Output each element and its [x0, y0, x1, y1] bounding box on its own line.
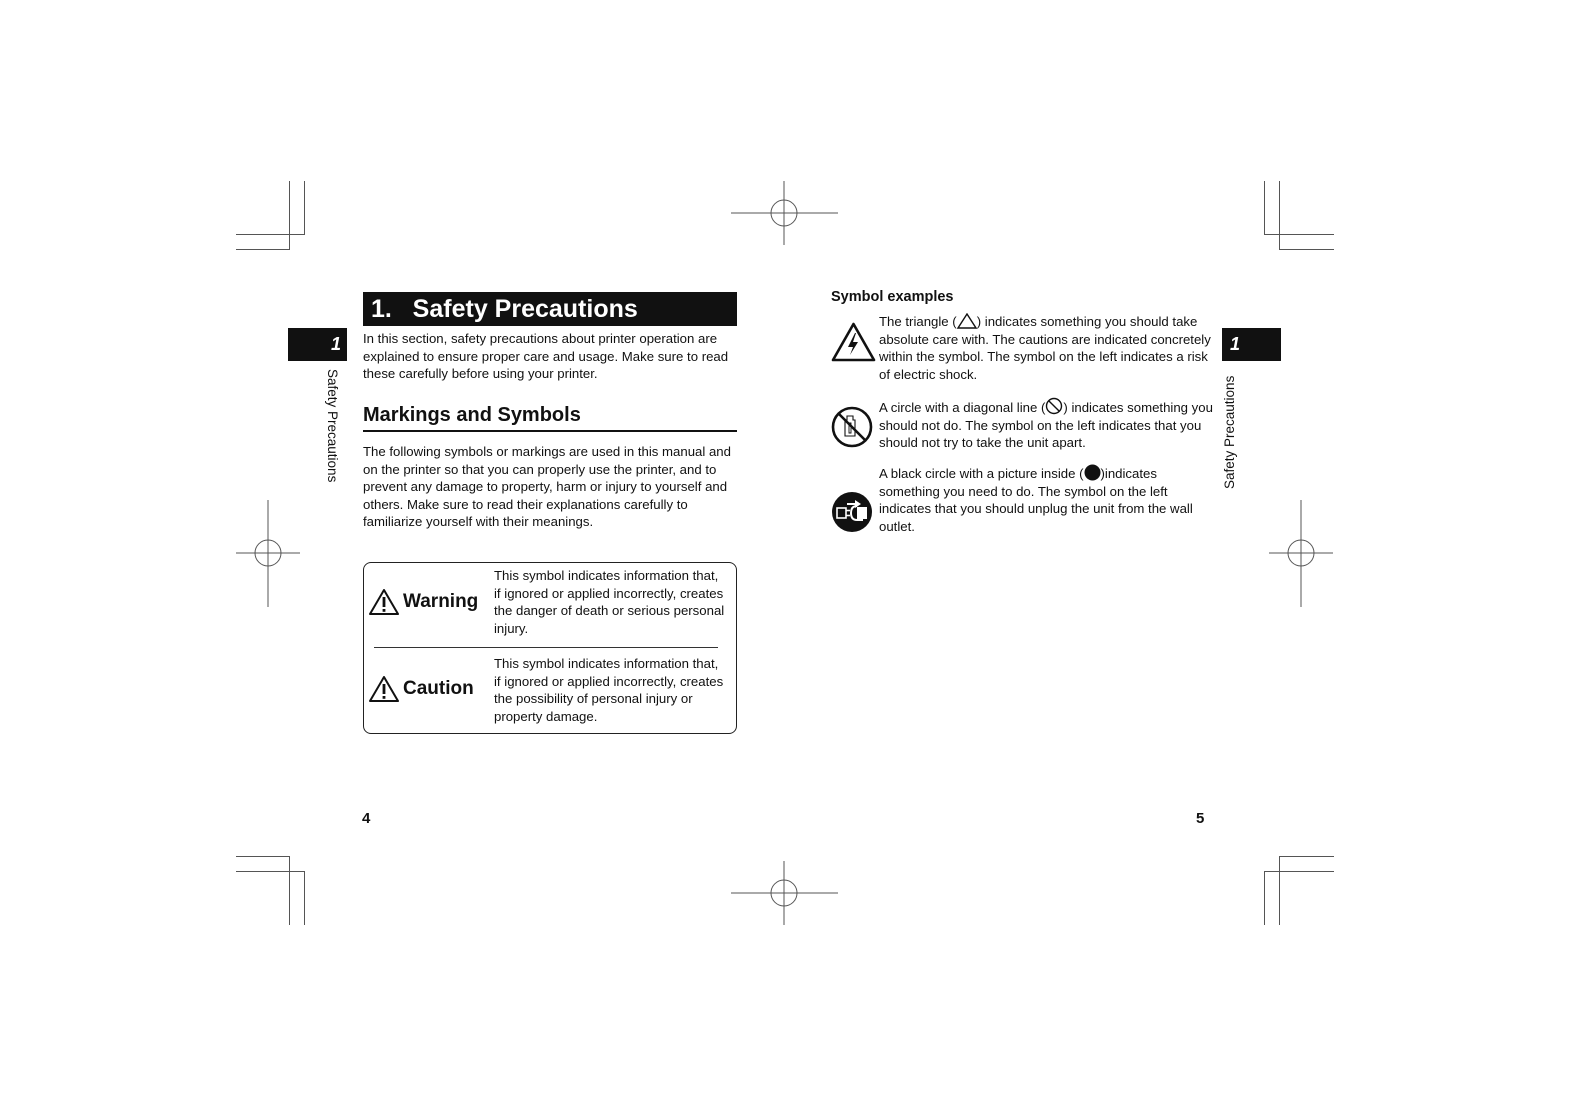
caution-label: Caution [403, 678, 474, 699]
symbol-examples-heading: Symbol examples [831, 289, 954, 305]
caution-triangle-icon [368, 675, 400, 703]
notice-box [363, 562, 737, 734]
notice-divider [374, 647, 718, 648]
symbol-description-1: The triangle ( ) indicates something you should take absolute care with. The cautions are indicated concretely within the symbol. The symbol on the left indicates a risk of electric shock. [879, 314, 1211, 382]
warning-label: Warning [403, 591, 479, 612]
warning-triangle-icon [368, 588, 400, 616]
side-label-right: Safety Precautions [1222, 375, 1237, 489]
markings-paragraph: The following symbols or markings are used in this manual and on the printer so that you can properly use the printer, and to prevent any damage to property, harm or injury to yourself and others. Make sure to read their explanations carefully to familiarize yourself with their meanings. [363, 444, 731, 530]
chapter-tab-right: 1 [1222, 328, 1281, 361]
chapter-tab-left: 1 [288, 328, 347, 361]
registration-mark-top [731, 181, 838, 245]
page-number-right: 5 [1196, 810, 1205, 827]
registration-mark-bottom [731, 861, 838, 925]
triangle-icon [957, 313, 977, 329]
side-label-left: Safety Precautions [325, 369, 340, 483]
registration-mark-left [236, 500, 300, 607]
symbol-description-3: A black circle with a picture inside ( )indicates something you need to do. The symbol on the left indicates that you should unplug the unit from the wall outlet. [879, 466, 1193, 534]
page-number-left: 4 [362, 810, 371, 827]
unplug-icon [831, 491, 873, 533]
warning-description: This symbol indicates information that, if ignored or applied incorrectly, creates the danger of death or serious personal injury. [494, 568, 725, 636]
markings-symbols-heading: Markings and Symbols [363, 404, 737, 432]
intro-paragraph: In this section, safety precautions about printer operation are explained to ensure proper care and usage. Make sure to read these carefully before using your printer. [363, 331, 729, 382]
caution-description: This symbol indicates information that, if ignored or applied incorrectly, creates the possibility of personal injury or property damage. [494, 656, 724, 724]
no-disassembly-icon [831, 406, 873, 448]
symbol-description-2: A circle with a diagonal line ( ) indicates something you should not do. The symbol on the left indicates that you should not try to take the unit apart. [879, 397, 1213, 452]
filled-circle-icon [1084, 464, 1101, 481]
section-title: 1. Safety Precautions [363, 292, 737, 326]
registration-mark-right [1269, 500, 1333, 607]
prohibition-circle-icon [1045, 397, 1063, 415]
electric-shock-icon [831, 322, 876, 362]
